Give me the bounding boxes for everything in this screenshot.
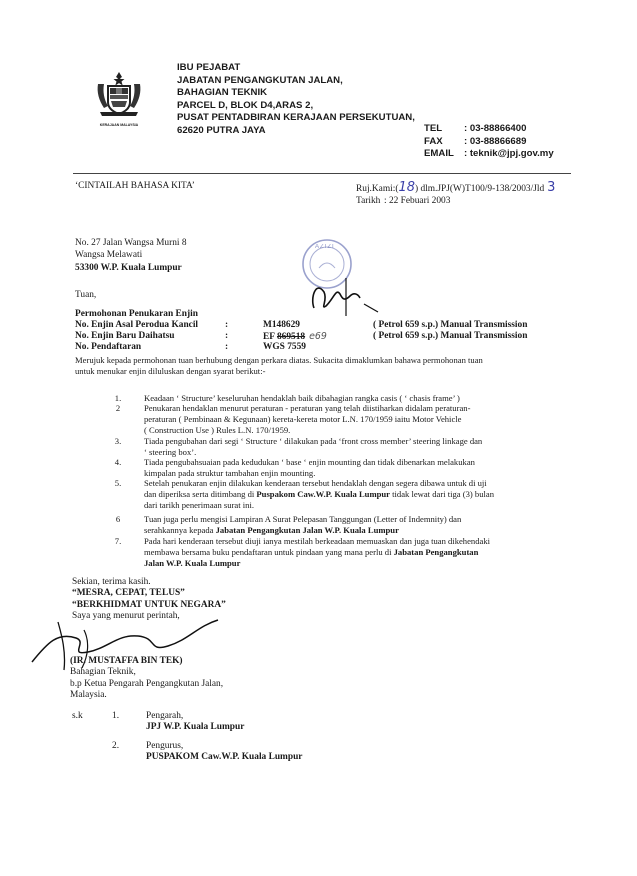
header-divider — [73, 173, 571, 174]
signature-mark-icon — [306, 268, 386, 320]
contact-email: EMAIL : teknik@jpj.gov.my — [424, 148, 554, 160]
address-line: BAHAGIAN TEKNIK — [177, 87, 268, 99]
reference-line: Ruj.Kami:(18) dlm.JPJ(W)T100/9-138/2003/Jld 3 — [356, 180, 556, 195]
slogan-1: “MESRA, CEPAT, TELUS” — [72, 588, 185, 599]
signatory-name: (IR. MUSTAFFA BIN TEK) — [70, 656, 183, 666]
address-line: 62620 PUTRA JAYA — [177, 124, 266, 136]
closing-thanks: Sekian, terima kasih. — [72, 577, 151, 587]
contact-fax: FAX : 03-88866689 — [424, 135, 527, 147]
letter-page: KERAJAAN MALAYSIA IBU PEJABAT JABATAN PENGANGKUTAN JALAN, BAHAGIAN TEKNIK PARCEL D, BLOK D4,ARAS 2, PUSAT PENTADBIRAN KERAJAAN PERSEKUTUAN, 62620 PUTRA JAYA TEL : 03-88866400 FAX : 03-88866689 EMAIL : teknik@jpj.gov.my ‘CINTAILAH BAHASA KITA’ Ruj.Kami:(18) dlm.JPJ(W)T100/9-138/2003/Jld 3 Tarikh : 22 Febuari 2003 No. 27 Jalan Wangsa Murni 8 Wangsa Melawati 53300 W.P. Kuala Lumpur Tuan, AZIZI Permohonan Penukaran Enjin No. Enjin Asal Perodua Kancil : M148629 ( Petrol 659 s.p.) Manual Transmission No. Enjin Baru Daihatsu : EF 869518 e69 ( Petrol 659 s.p.) Manual Transmission No. Pendaftaran : WGS 7559 Merujuk kepada permohonan tuan berhubung dengan perkara diatas. Sukacita dimaklumkan bahawa permohonan tuan untuk menukar enjin diluluskan dengan syarat berikut:- 1. Keadaan ‘ Structure’ keseluruhan hendaklah baik dibahagian rangka casis ( ‘ chasis frame’ ) 2 Penukaran hendaklan menurut peraturan - peraturan yang telah diistiharkan didalam peraturan- peraturan ( Pembinaan & Kegunaan) kereta-kereta motor L.N. 170/1959 iaitu Motor Vehicle ( Construction Use ) Rules L.N. 170/1959. 3. Tiada pengubahan dari segi ‘ Structure ‘ dilakukan pada ‘front cross member’ steering linkage dan ‘ steering box’. 4. Tiada pengubahsuaian pada kedudukan ‘ base ‘ enjin mounting dan tidak dibenarkan melakukan kimpalan pada struktur tambahan enjin mounting. 5. Setelah penukaran enjin dilakukan kenderaan tersebut hendaklah dengan segera dibawa untuk di uji dan diperiksa serta ditimbang di Puspakom Caw.W.P. Kuala Lumpur tidak lewat dari tiga (3) bulan dari tarikh penerimaan surat ini. 6 Tuan juga perlu mengisi Lampiran A Surat Pelepasan Tanggungan (Letter of Indemnity) dan serahkannya kepada Jabatan Pengangkutan Jalan W.P. Kuala Lumpur 7. Pada hari kenderaan tersebut diuji ianya mestilah berkeadaan memuaskan dan juga tuan dikehendaki membawa bersama buku pendaftaran untuk pindaan yang mana perlu di Jabatan Pengangkutan Jalan W.P. Kuala Lumpur Sekian, terima kasih. “MESRA, CEPAT, TELUS” “BERKHIDMAT UNTUK NEGARA” Saya yang menurut perintah, (IR. MUSTAFFA BIN TEK) Bahagian Teknik, b.p Ketua Pengarah Pengangkutan Jalan, Malaysia. s.k 1. Pengarah, JPJ W.P. Kuala Lumpur 2. Pengurus, PUSPAKOM Caw.W.P. Kuala Lumpur — [0, 0, 637, 876]
struck-value: 869518 — [276, 332, 306, 342]
signatory-block: (IR. MUSTAFFA BIN TEK) Bahagian Teknik, b.p Ketua Pengarah Pengangkutan Jalan, Malaysia. — [70, 656, 224, 701]
stamp-text: AZIZI — [315, 244, 335, 250]
cc-label: s.k — [72, 711, 83, 721]
intro-paragraph: Merujuk kepada permohonan tuan berhubung dengan perkara diatas. Sukacita dimaklumkan bahawa permohonan tuan untuk menukar enjin diluluskan dengan syarat berikut:- — [75, 355, 483, 376]
crest-caption: KERAJAAN MALAYSIA — [99, 123, 139, 127]
obedient-line: Saya yang menurut perintah, — [72, 611, 180, 622]
crest-emblem-icon — [94, 70, 144, 118]
subject-title: Permohonan Penukaran Enjin — [75, 309, 198, 319]
address-line: JABATAN PENGANGKUTAN JALAN, — [177, 74, 343, 86]
letterhead-address — [177, 62, 415, 138]
date-line: Tarikh : 22 Febuari 2003 — [356, 196, 451, 206]
handwritten-number: 18 — [398, 180, 415, 195]
recipient-address: No. 27 Jalan Wangsa Murni 8 Wangsa Melawati 53300 W.P. Kuala Lumpur — [75, 238, 187, 273]
handwritten-signature-top — [306, 268, 386, 325]
slogan-2: “BERKHIDMAT UNTUK NEGARA” — [72, 599, 226, 610]
address-line: PUSAT PENTADBIRAN KERAJAAN PERSEKUTUAN, — [177, 112, 415, 124]
contact-block — [424, 123, 554, 161]
handwritten-correction: e69 — [309, 331, 327, 342]
government-crest — [94, 70, 144, 126]
engine-number: EF 869518 e69 — [263, 331, 327, 342]
address-line: IBU PEJABAT — [177, 62, 241, 73]
handwritten-volume: 3 — [547, 180, 556, 195]
motto: ‘CINTAILAH BAHASA KITA’ — [75, 181, 195, 191]
address-line: PARCEL D, BLOK D4,ARAS 2, — [177, 99, 314, 111]
salutation: Tuan, — [75, 290, 97, 300]
contact-tel: TEL : 03-88866400 — [424, 123, 527, 134]
